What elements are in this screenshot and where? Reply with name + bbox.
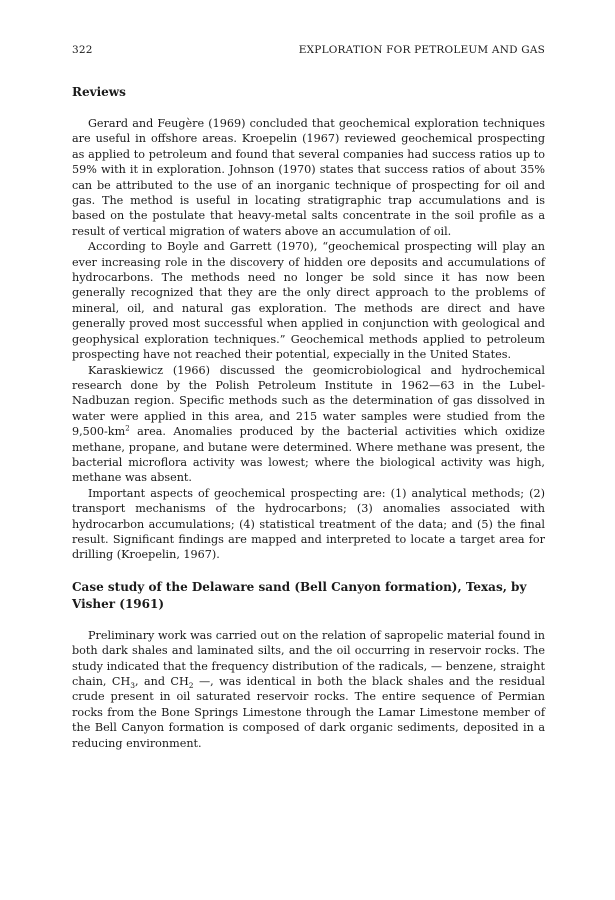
running-title: EXPLORATION FOR PETROLEUM AND GAS <box>298 44 545 56</box>
section-heading-case-study: Case study of the Delaware sand (Bell Canyon formation), Texas, by Visher (1961) <box>72 579 527 611</box>
paragraph: Preliminary work was carried out on the relation of sapropelic material found in both dark shales and laminated silts, and the oil occurring in reservoir rocks. The study indicated that the frequency distribution of the radicals, — benzene, straight chain, $CH_3$, and $CH_2$ —, was identical in both the black shales and the residual crude present in oil saturated reservoir rocks. The entire sequence of Permian rocks from the Bone Springs Limestone through the Lamar Limestone member of the Bell Canyon formation is composed of dark organic sediments, deposited in a reducing environment. <box>72 628 545 750</box>
page-number: 322 <box>72 44 93 56</box>
page-header <box>72 44 545 60</box>
paragraph: Karaskiewicz (1966) discussed the geomicrobiological and hydrochemical research done by the Polish Petroleum Institute in 1962—63 in the Lubel-Nadbuzan region. Specific methods such as the determination of gas dissolved in water were applied in this area, and 215 water samples were studied from the $9,500-km^2$ area. Anomalies produced by the bacterial activities which oxidize methane, propane, and butane were determined. Where methane was present, the bacterial microflora activity was lowest; where the biological activity was high, methane was absent. <box>72 363 545 485</box>
paragraph: Important aspects of geochemical prospecting are: (1) analytical methods; (2) transport mechanisms of the hydrocarbons; (3) anomalies associated with hydrocarbon accumulations; (4) statistical treatment of the data; and (5) the final result. Significant findings are mapped and interpreted to locate a target area for drilling (Kroepelin, 1967). <box>72 486 545 562</box>
paragraph: Gerard and Feugère (1969) concluded that geochemical exploration techniques are useful in offshore areas. Kroepelin (1967) reviewed geochemical prospecting as applied to petroleum and found that several companies had success ratios up to 59% with it in exploration. Johnson (1970) states that success ratios of about 35% can be attributed to the use of an inorganic technique of prospecting for oil and gas. The method is useful in locating stratigraphic trap accumulations and is based on the postulate that heavy-metal salts concentrate in the soil profile as a result of vertical migration of waters above an accumulation of oil. <box>72 117 545 238</box>
section-heading-reviews: Reviews <box>72 85 126 99</box>
page-body <box>72 84 545 751</box>
paragraph: According to Boyle and Garrett (1970), “geochemical prospecting will play an ever increasing role in the discovery of hidden ore deposits and accumulations of hydrocarbons. The methods need no longer be sold since it has now been generally recognized that they are the only direct approach to the problems of mineral, oil, and natural gas exploration. The methods are direct and have generally proved most successful when applied in conjunction with geological and geophysical exploration techniques.” Geochemical methods applied to petroleum prospecting have not reached their potential, expecially in the United States. <box>72 240 545 362</box>
